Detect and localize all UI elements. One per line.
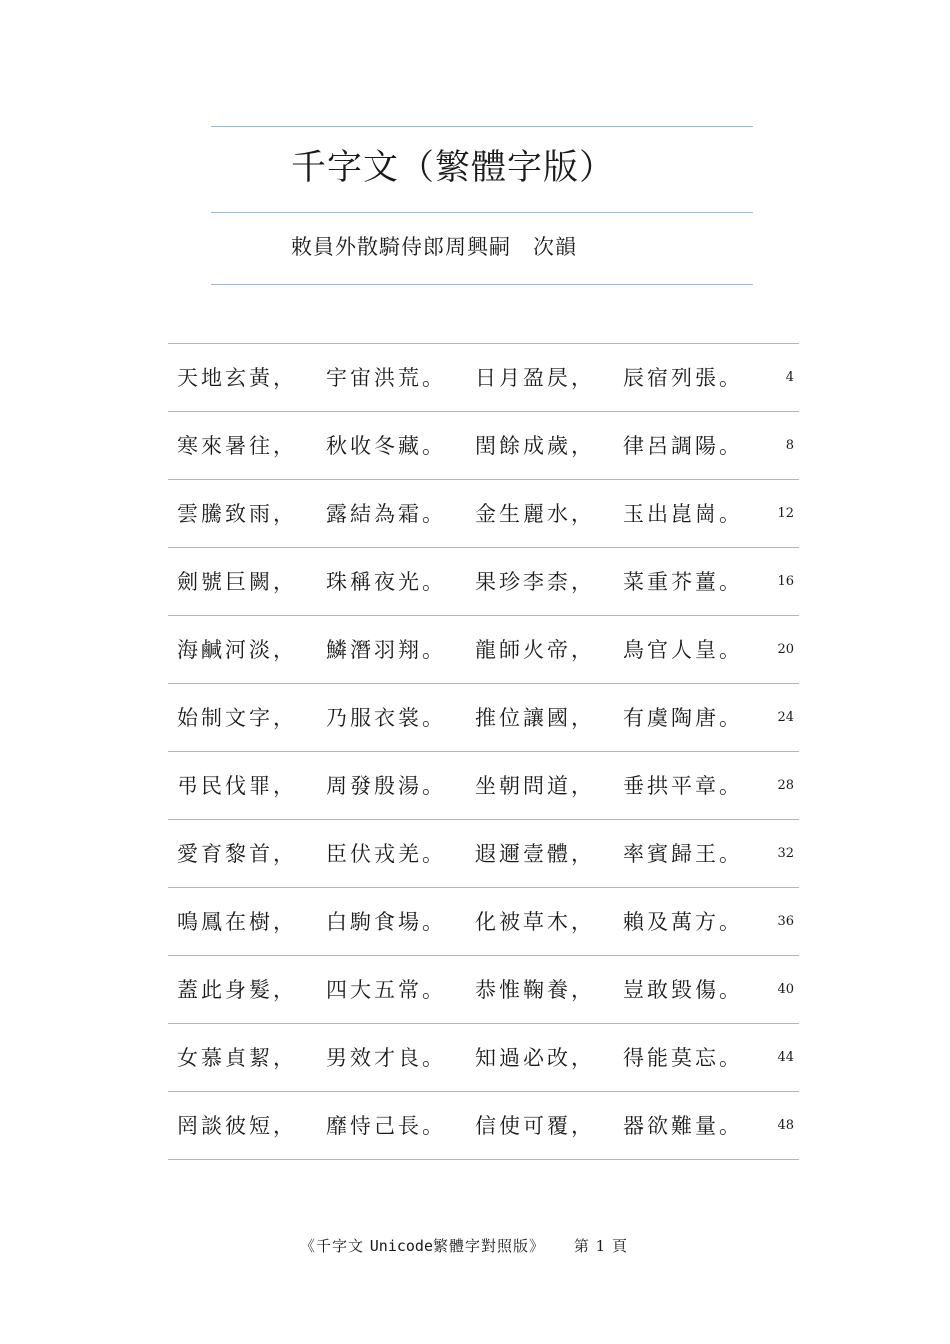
verse-count: 16 — [777, 574, 794, 589]
verse-phrase: 四大五常。 — [326, 978, 446, 1002]
verse-phrase: 宇宙洪荒。 — [326, 366, 446, 390]
verse-count: 48 — [777, 1118, 794, 1133]
footer-unicode: Unicode — [369, 1237, 433, 1255]
verse-row — [168, 1024, 799, 1092]
verse-phrase: 推位讓國， — [475, 706, 595, 730]
verse-row — [168, 684, 799, 752]
verse-phrase: 閏餘成歲， — [475, 434, 595, 458]
verse-phrase: 罔談彼短， — [177, 1114, 297, 1138]
verse-phrase: 周發殷湯。 — [326, 774, 446, 798]
verse-row — [168, 548, 799, 616]
author-line: 敕員外散騎侍郎周興嗣 次韻 — [291, 235, 577, 259]
verse-phrase: 率賓歸王。 — [623, 842, 743, 866]
verse-phrase: 有虞陶唐。 — [623, 706, 743, 730]
verse-phrase: 化被草木， — [475, 910, 595, 934]
verse-phrase: 賴及萬方。 — [623, 910, 743, 934]
verse-count: 4 — [785, 370, 794, 385]
verse-phrase: 女慕貞絜， — [177, 1046, 297, 1070]
verse-count: 28 — [777, 778, 794, 793]
verse-phrase: 坐朝問道， — [475, 774, 595, 798]
verse-count: 40 — [777, 982, 794, 997]
verse-phrase: 乃服衣裳。 — [326, 706, 446, 730]
title-top-rule — [211, 126, 753, 127]
verse-phrase: 始制文字， — [177, 706, 297, 730]
verse-count: 20 — [777, 642, 794, 657]
verse-phrase: 天地玄黃， — [177, 366, 297, 390]
verse-count: 36 — [777, 914, 794, 929]
verse-phrase: 鱗潛羽翔。 — [326, 638, 446, 662]
verse-phrase: 靡恃己長。 — [326, 1114, 446, 1138]
verse-count: 8 — [785, 438, 794, 453]
verse-table — [168, 343, 799, 1160]
verse-phrase: 蓋此身髮， — [177, 978, 297, 1002]
verse-phrase: 露結為霜。 — [326, 502, 446, 526]
verse-phrase: 知過必改， — [475, 1046, 595, 1070]
verse-phrase: 果珍李柰， — [475, 570, 595, 594]
verse-phrase: 金生麗水， — [475, 502, 595, 526]
verse-row — [168, 888, 799, 956]
verse-phrase: 愛育黎首， — [177, 842, 297, 866]
verse-phrase: 臣伏戎羌。 — [326, 842, 446, 866]
verse-phrase: 海鹹河淡， — [177, 638, 297, 662]
verse-phrase: 遐邇壹體， — [475, 842, 595, 866]
verse-phrase: 玉出崑崗。 — [623, 502, 743, 526]
verse-phrase: 日月盈昃， — [475, 366, 595, 390]
verse-count: 32 — [777, 846, 794, 861]
verse-phrase: 律呂調陽。 — [623, 434, 743, 458]
verse-row — [168, 956, 799, 1024]
footer-book-close: 繁體字對照版》 — [433, 1237, 546, 1255]
verse-phrase: 菜重芥薑。 — [623, 570, 743, 594]
verse-phrase: 鳴鳳在樹， — [177, 910, 297, 934]
verse-row — [168, 820, 799, 888]
verse-count: 12 — [777, 506, 794, 521]
verse-row — [168, 344, 799, 412]
verse-row — [168, 752, 799, 820]
page-title: 千字文（繁體字版） — [291, 148, 616, 188]
footer-book-open: 《千字文 — [300, 1237, 370, 1255]
verse-count: 24 — [777, 710, 794, 725]
verse-phrase: 珠稱夜光。 — [326, 570, 446, 594]
verse-phrase: 劍號巨闕， — [177, 570, 297, 594]
verse-phrase: 雲騰致雨， — [177, 502, 297, 526]
author-bottom-rule — [211, 284, 753, 285]
verse-row — [168, 412, 799, 480]
page-footer — [300, 1236, 628, 1256]
verse-phrase: 鳥官人皇。 — [623, 638, 743, 662]
verse-phrase: 垂拱平章。 — [623, 774, 743, 798]
footer-page-number: 第 1 頁 — [573, 1237, 628, 1255]
verse-phrase: 寒來暑往， — [177, 434, 297, 458]
verse-phrase: 弔民伐罪， — [177, 774, 297, 798]
verse-row — [168, 1092, 799, 1160]
title-bottom-rule — [211, 212, 753, 213]
verse-phrase: 豈敢毀傷。 — [623, 978, 743, 1002]
verse-phrase: 男效才良。 — [326, 1046, 446, 1070]
verse-count: 44 — [777, 1050, 794, 1065]
verse-phrase: 秋收冬藏。 — [326, 434, 446, 458]
verse-row — [168, 616, 799, 684]
verse-phrase: 白駒食場。 — [326, 910, 446, 934]
verse-phrase: 辰宿列張。 — [623, 366, 743, 390]
verse-phrase: 得能莫忘。 — [623, 1046, 743, 1070]
verse-phrase: 器欲難量。 — [623, 1114, 743, 1138]
verse-phrase: 恭惟鞠養， — [475, 978, 595, 1002]
verse-phrase: 信使可覆， — [475, 1114, 595, 1138]
verse-phrase: 龍師火帝， — [475, 638, 595, 662]
verse-row — [168, 480, 799, 548]
